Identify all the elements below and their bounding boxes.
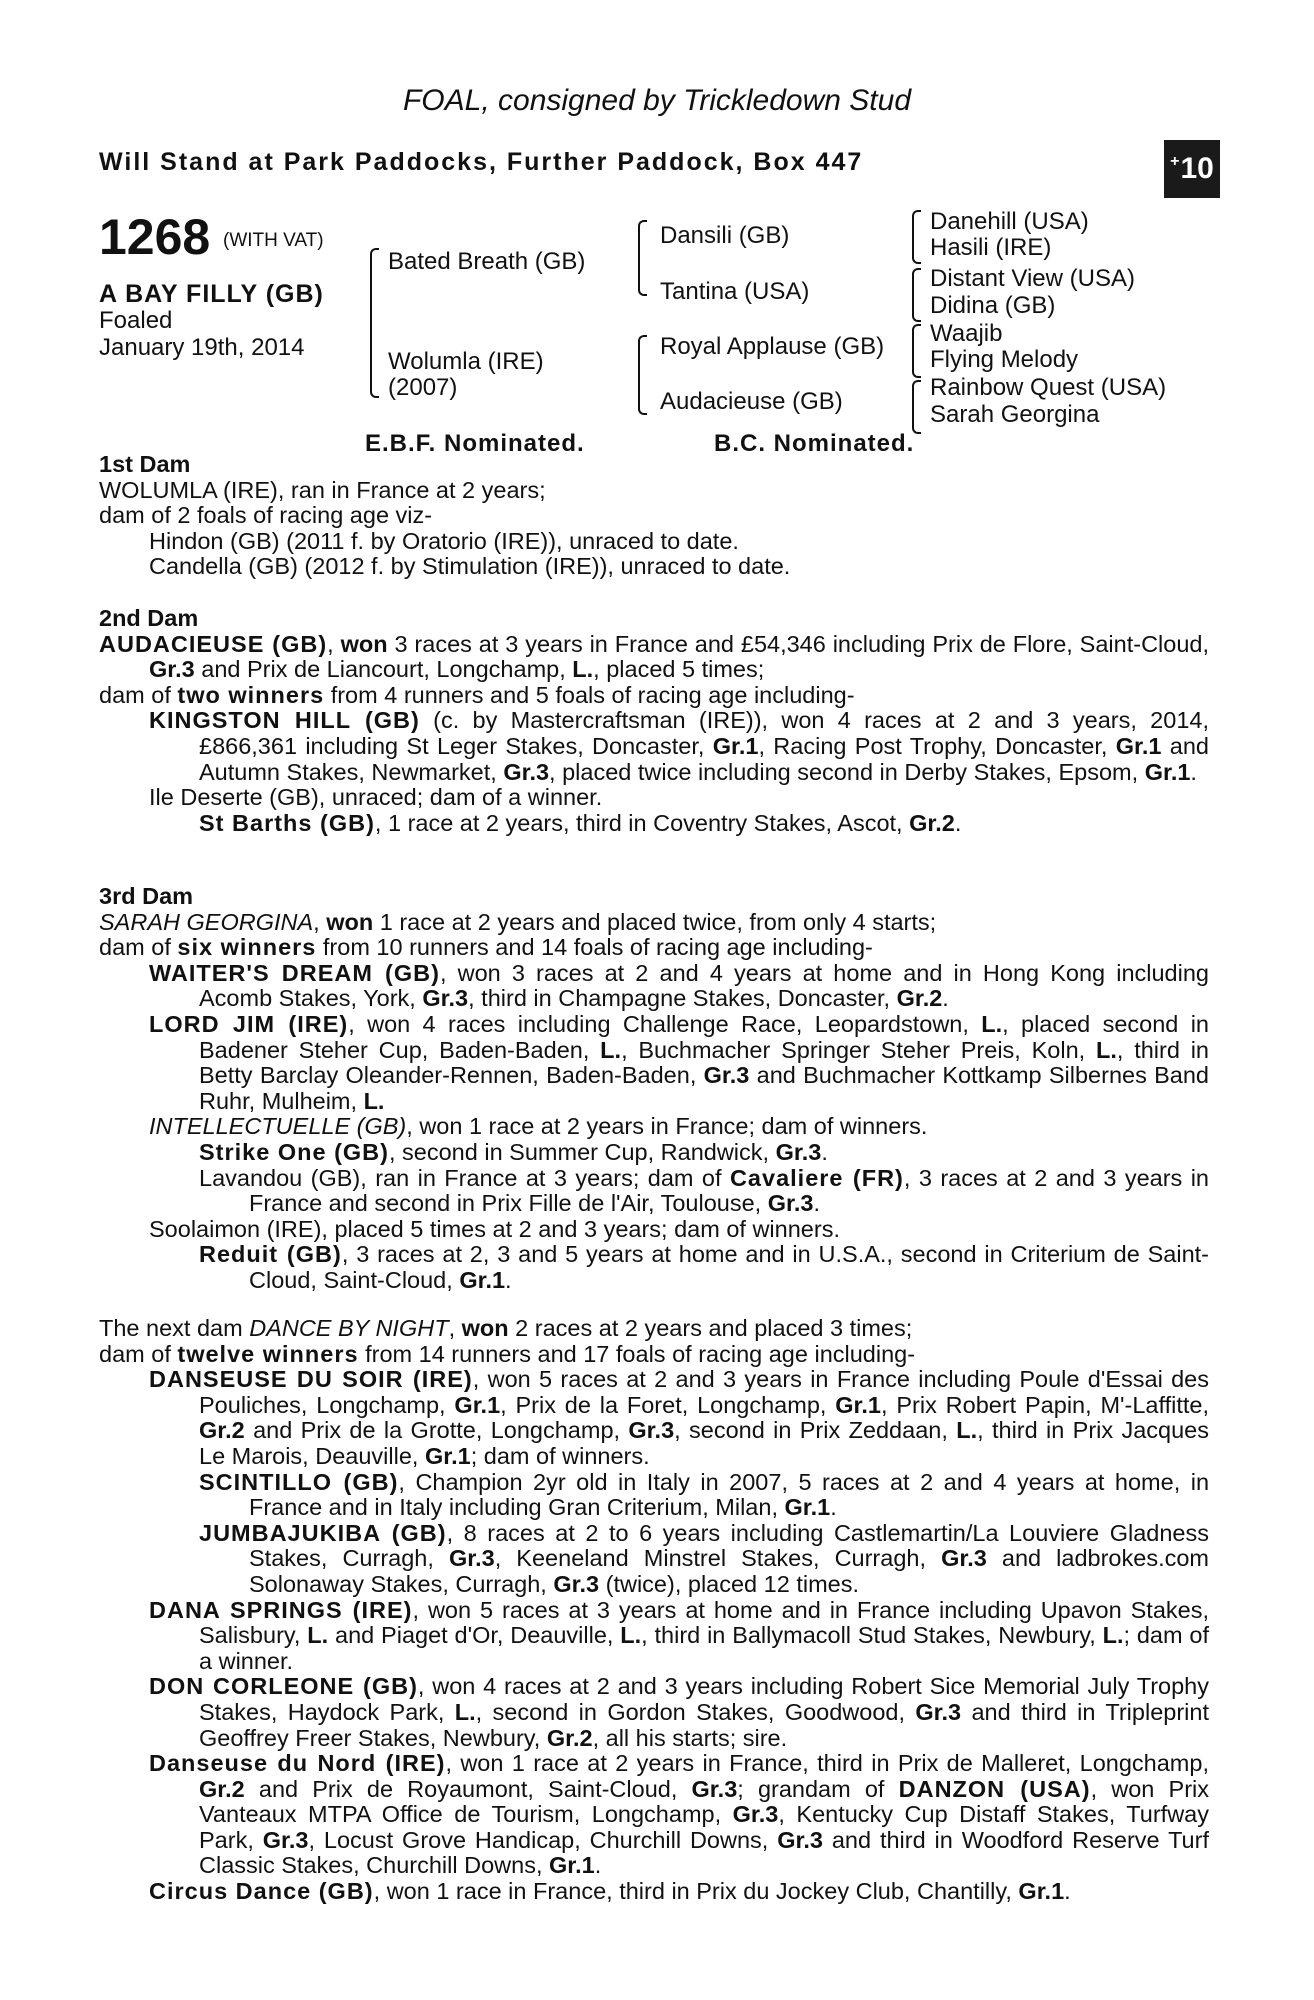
pedigree-brace-2 — [638, 220, 647, 296]
foaled-label: Foaled — [99, 307, 173, 334]
grade: L. — [620, 1622, 642, 1649]
pedigree-sire-sire: Dansili (GB) — [660, 222, 790, 249]
first-dam-line: WOLUMLA (IRE), ran in France at 2 years; — [99, 476, 546, 503]
horse-name: SARAH GEORGINA — [99, 908, 314, 935]
text: . — [1064, 1878, 1071, 1905]
grade: Gr.1 — [784, 1494, 831, 1521]
first-dam-section — [99, 452, 1209, 580]
lot-number: 1268 — [99, 209, 211, 265]
stand-location: Will Stand at Park Paddocks, Further Paddock, Box 447 — [99, 148, 864, 176]
grade: Gr.3 — [915, 1698, 962, 1725]
first-dam-line: dam of 2 foals of racing age viz- — [99, 502, 433, 529]
text: The next dam — [99, 1315, 250, 1341]
text: , won Prix Vanteaux MTPA Office de Tourism, Longchamp, — [199, 1775, 1210, 1828]
text: (c. by Mastercraftsman (IRE)), won 4 races at 2 and 3 years, 2014, £866,361 including St Leger Stakes, Doncaster, — [199, 707, 1209, 759]
text: . — [594, 1852, 602, 1879]
third-dam-section — [99, 884, 1209, 1294]
grade: Gr.1 — [835, 1391, 881, 1418]
text: , third in Champagne Stakes, Doncaster, — [468, 985, 897, 1012]
text: from 4 runners and 5 foals of racing age including- — [324, 681, 855, 708]
text: dam of — [99, 1340, 178, 1367]
produce-entry — [99, 1598, 1209, 1675]
text: , Keeneland Minstrel Stakes, Curragh, — [494, 1545, 942, 1572]
text: dam of — [99, 681, 178, 708]
grade: Gr.3 — [941, 1545, 987, 1572]
grade: L. — [572, 656, 594, 683]
text: and Prix de Royaumont, Saint-Cloud, — [244, 1775, 692, 1802]
grade: Gr.1 — [454, 1391, 501, 1418]
text: won — [340, 630, 388, 657]
first-dam-foal: Candella (GB) (2012 f. by Stimulation (IRE)), unraced to date. — [149, 553, 791, 580]
pedigree-g7: Rainbow Quest (USA) — [930, 374, 1167, 401]
pedigree-g3: Distant View (USA) — [930, 265, 1135, 292]
produce-entry — [99, 1521, 1209, 1598]
text: ; dam of a winner. — [199, 1622, 1209, 1674]
text: , won 5 races at 3 years at home and in France including Upavon Stakes, Salisbury, — [199, 1596, 1209, 1649]
text: , third in Betty Barclay Oleander-Rennen, Baden-Baden, — [199, 1036, 1209, 1089]
text: from 10 runners and 14 foals of racing age including- — [316, 934, 873, 961]
text: and ladbrokes.com Solonaway Stakes, Curragh, — [249, 1545, 1209, 1597]
horse-name: Reduit (GB) — [199, 1241, 342, 1268]
grade: Gr.2 — [546, 1724, 593, 1751]
pedigree-g1: Danehill (USA) — [930, 208, 1089, 235]
produce-entry — [99, 1367, 1209, 1469]
produce-entry — [99, 1674, 1209, 1751]
text: , Racing Post Trophy, Doncaster, — [758, 732, 1116, 759]
grade: Gr.1 — [1018, 1878, 1065, 1905]
bc-nominated: B.C. Nominated. — [714, 430, 915, 457]
text: . — [821, 1138, 828, 1165]
horse-name: St Barths (GB) — [199, 809, 375, 836]
lot-badge — [1164, 140, 1220, 198]
grade: Gr.1 — [1144, 758, 1191, 785]
second-dam-entry — [99, 632, 1209, 683]
pedigree-dam-dam: Audacieuse (GB) — [660, 388, 843, 415]
text: , third in Prix Jacques Le Marois, Deauville, — [199, 1417, 1210, 1469]
pedigree-brace-5 — [912, 268, 921, 322]
pedigree-g8: Sarah Georgina — [930, 401, 1100, 428]
horse-name: DANZON (USA) — [898, 1775, 1091, 1802]
text: , placed second in Badener Steher Cup, Baden-Baden, — [199, 1010, 1209, 1063]
text: and third in Tripleprint Geoffrey Freer Stakes, Newbury, — [199, 1698, 1209, 1751]
pedigree-brace-6 — [912, 324, 921, 378]
text: and Prix de Liancourt, Longchamp, — [194, 656, 573, 683]
vat-note: (WITH VAT) — [223, 230, 324, 251]
text: , second in Summer Cup, Randwick, — [388, 1138, 776, 1165]
grade: L. — [981, 1010, 1003, 1037]
pedigree-brace-4 — [912, 210, 921, 264]
consignor-line: FOAL, consigned by Trickledown Stud — [402, 84, 912, 117]
pedigree-sire: Bated Breath (GB) — [388, 248, 586, 275]
text: . — [942, 985, 949, 1012]
text: . — [830, 1494, 837, 1521]
text: won — [326, 908, 374, 935]
produce-entry — [99, 961, 1209, 1012]
grade: Gr.3 — [691, 1775, 738, 1802]
text: dam of — [99, 934, 178, 961]
grade: Gr.2 — [199, 1417, 245, 1444]
text: , Champion 2yr old in Italy in 2007, 5 races at 2 and 4 years at home, in France and in Italy including Gran Criterium, Milan, — [249, 1468, 1210, 1521]
horse-name: Danseuse du Nord (IRE) — [149, 1750, 446, 1777]
second-dam-produce-line — [99, 683, 1209, 709]
text: ; dam of winners. — [470, 1442, 650, 1469]
grade: L. — [956, 1417, 978, 1444]
winners-count: two winners — [177, 681, 325, 708]
text: from 14 runners and 17 foals of racing age including- — [358, 1340, 916, 1367]
text: , won 1 race at 2 years in France, third in Prix de Malleret, Longchamp, — [445, 1750, 1209, 1777]
text: , won 4 races including Challenge Race, Leopardstown, — [348, 1010, 982, 1037]
pedigree-brace-1 — [370, 248, 379, 398]
horse-name: DANSEUSE DU SOIR (IRE) — [149, 1366, 473, 1393]
pedigree-g4: Didina (GB) — [930, 292, 1056, 319]
text: (twice), placed 12 times. — [599, 1570, 859, 1597]
text: , second in Prix Zeddaan, — [674, 1417, 957, 1444]
horse-name: DON CORLEONE (GB) — [149, 1673, 418, 1700]
next-dam-section — [99, 1316, 1209, 1905]
produce-entry — [99, 1879, 1209, 1905]
text: , placed twice including second in Derby Stakes, Epsom, — [549, 758, 1145, 785]
grade: Gr.1 — [1115, 732, 1162, 759]
grade: L. — [454, 1698, 476, 1725]
second-dam-heading: 2nd Dam — [99, 605, 199, 631]
horse-name: Cavaliere (FR) — [729, 1164, 904, 1191]
produce-entry — [99, 1242, 1209, 1293]
grade: Gr.3 — [149, 656, 195, 683]
grade: Gr.3 — [503, 758, 550, 785]
grade: Gr.3 — [703, 1062, 750, 1089]
grade: Gr.3 — [422, 985, 469, 1012]
produce-entry — [99, 1470, 1209, 1521]
pedigree-brace-3 — [638, 335, 647, 415]
text: , won 5 races at 2 and 3 years in France including Poule d'Essai des Pouliches, Longchamp, — [199, 1366, 1210, 1418]
text: , 8 races at 2 to 6 years including Castlemartin/La Louviere Gladness Stakes, Curragh, — [249, 1519, 1210, 1572]
grade: Gr.3 — [628, 1417, 675, 1444]
next-dam-produce-line — [99, 1342, 1209, 1368]
lot-title: A BAY FILLY (GB) — [99, 280, 324, 308]
grade: L. — [363, 1087, 385, 1114]
text: , — [448, 1315, 462, 1341]
winners-count: twelve winners — [177, 1340, 359, 1367]
horse-name: DANCE BY NIGHT — [249, 1315, 449, 1341]
horse-name: LORD JIM (IRE) — [149, 1010, 349, 1037]
third-dam-entry — [99, 910, 1209, 936]
horse-name: AUDACIEUSE (GB) — [99, 630, 328, 657]
produce-entry — [99, 1166, 1209, 1217]
pedigree-brace-7 — [912, 380, 921, 434]
text: , won 1 race at 2 years in France; dam of winners. — [406, 1113, 928, 1140]
text: Lavandou (GB), ran in France at 3 years; dam of — [199, 1164, 730, 1191]
horse-name: JUMBAJUKIBA (GB) — [199, 1519, 447, 1546]
text: , Prix de la Foret, Longchamp, — [500, 1391, 836, 1418]
text: , 3 races at 2 and 3 years in France and second in Prix Fille de l'Air, Toulouse, — [249, 1164, 1209, 1217]
grade: Gr.2 — [909, 809, 955, 836]
second-dam-section — [99, 606, 1209, 836]
badge-mark: + — [1170, 153, 1180, 170]
text: 1 race at 2 years and placed twice, from only 4 starts; — [373, 908, 937, 935]
pedigree-g2: Hasili (IRE) — [930, 234, 1052, 261]
text: and third in Woodford Reserve Turf Classic Stakes, Churchill Downs, — [199, 1826, 1209, 1879]
produce-entry — [99, 811, 1209, 837]
produce-entry: Ile Deserte (GB), unraced; dam of a winner. — [149, 784, 603, 811]
text: , Prix Robert Papin, M'-Laffitte, — [881, 1391, 1210, 1418]
third-dam-heading: 3rd Dam — [99, 883, 194, 909]
text: , all his starts; sire. — [592, 1724, 788, 1751]
foaled-date: January 19th, 2014 — [99, 334, 305, 361]
text: , Kentucky Cup Distaff Stakes, Turfway Park, — [199, 1801, 1209, 1853]
grade: Gr.3 — [448, 1545, 495, 1572]
grade: L. — [600, 1036, 622, 1063]
text: and Piaget d'Or, Deauville, — [328, 1622, 621, 1649]
text: , won 3 races at 2 and 4 years at home and in Hong Kong including Acomb Stakes, York, — [199, 959, 1209, 1012]
pedigree-g5: Waajib — [930, 320, 1003, 347]
produce-entry — [99, 1751, 1209, 1879]
grade: Gr.3 — [732, 1801, 779, 1828]
text: , Buchmacher Springer Steher Preis, Koln, — [621, 1036, 1096, 1063]
grade: Gr.3 — [777, 1826, 823, 1853]
winners-count: six winners — [177, 934, 317, 961]
text: , placed 5 times; — [593, 656, 765, 683]
produce-entry — [99, 1140, 1209, 1166]
grade: Gr.3 — [767, 1190, 814, 1217]
text: , 3 races at 2, 3 and 5 years at home and in U.S.A., second in Criterium de Saint-Cloud, Saint-Cloud, — [249, 1241, 1209, 1293]
produce-entry — [99, 708, 1209, 785]
text: , second in Gordon Stakes, Goodwood, — [475, 1698, 916, 1725]
text: and Buchmacher Kottkamp Silbernes Band Ruhr, Mulheim, — [199, 1062, 1209, 1114]
next-dam-entry — [99, 1316, 1209, 1342]
text: . — [1190, 758, 1197, 785]
first-dam-heading: 1st Dam — [99, 451, 191, 477]
text: , won 1 race in France, third in Prix du Jockey Club, Chantilly, — [373, 1878, 1019, 1905]
horse-name: Strike One (GB) — [199, 1138, 389, 1165]
horse-name: KINGSTON HILL (GB) — [149, 707, 420, 734]
horse-name: INTELLECTUELLE (GB) — [149, 1113, 407, 1140]
grade: L. — [1102, 1622, 1124, 1649]
badge-number: 10 — [1180, 152, 1214, 185]
grade: L. — [1095, 1036, 1117, 1063]
text: , — [313, 908, 327, 935]
pedigree-dam: Wolumla (IRE) — [388, 348, 544, 375]
text: and Prix de la Grotte, Longchamp, — [244, 1417, 629, 1444]
pedigree-g6: Flying Melody — [930, 346, 1079, 373]
horse-name: Circus Dance (GB) — [149, 1878, 374, 1905]
grade: Gr.1 — [424, 1442, 471, 1469]
text: . — [954, 809, 962, 836]
horse-name: SCINTILLO (GB) — [199, 1468, 399, 1495]
third-dam-produce-line — [99, 935, 1209, 961]
produce-entry: Soolaimon (IRE), placed 5 times at 2 and 3 years; dam of winners. — [149, 1215, 840, 1242]
grade: Gr.2 — [896, 985, 943, 1012]
text: , third in Ballymacoll Stud Stakes, Newbury, — [641, 1622, 1103, 1649]
text: ; grandam of — [737, 1775, 899, 1802]
grade: Gr.3 — [262, 1826, 309, 1853]
grade: Gr.1 — [549, 1852, 595, 1879]
ebf-nominated: E.B.F. Nominated. — [365, 430, 585, 457]
text: 3 races at 3 years in France and £54,346 including Prix de Flore, Saint-Cloud, — [387, 630, 1210, 657]
text: and Autumn Stakes, Newmarket, — [199, 732, 1209, 785]
text: . — [813, 1190, 820, 1217]
text: , won 4 races at 2 and 3 years including Robert Sice Memorial July Trophy Stakes, Haydock Park, — [199, 1673, 1209, 1725]
text: won — [461, 1315, 509, 1341]
pedigree-dam-year: (2007) — [388, 374, 458, 401]
grade: Gr.3 — [775, 1138, 822, 1165]
produce-entry — [99, 1114, 1209, 1140]
horse-name: DANA SPRINGS (IRE) — [149, 1596, 413, 1623]
grade: L. — [307, 1622, 329, 1649]
text: . — [505, 1266, 512, 1293]
text: , Locust Grove Handicap, Churchill Downs, — [308, 1826, 778, 1853]
text: , — [327, 630, 341, 657]
first-dam-foal: Hindon (GB) (2011 f. by Oratorio (IRE)), unraced to date. — [149, 527, 739, 554]
grade: Gr.3 — [553, 1570, 600, 1597]
grade: Gr.2 — [199, 1775, 245, 1802]
pedigree-dam-sire: Royal Applause (GB) — [660, 333, 885, 360]
horse-name: WAITER'S DREAM (GB) — [149, 959, 440, 986]
text: 2 races at 2 years and placed 3 times; — [508, 1315, 913, 1341]
grade: Gr.1 — [712, 732, 759, 759]
grade: Gr.1 — [459, 1266, 506, 1293]
produce-entry — [99, 1012, 1209, 1114]
pedigree-sire-dam: Tantina (USA) — [660, 278, 810, 305]
text: , 1 race at 2 years, third in Coventry Stakes, Ascot, — [374, 809, 910, 836]
